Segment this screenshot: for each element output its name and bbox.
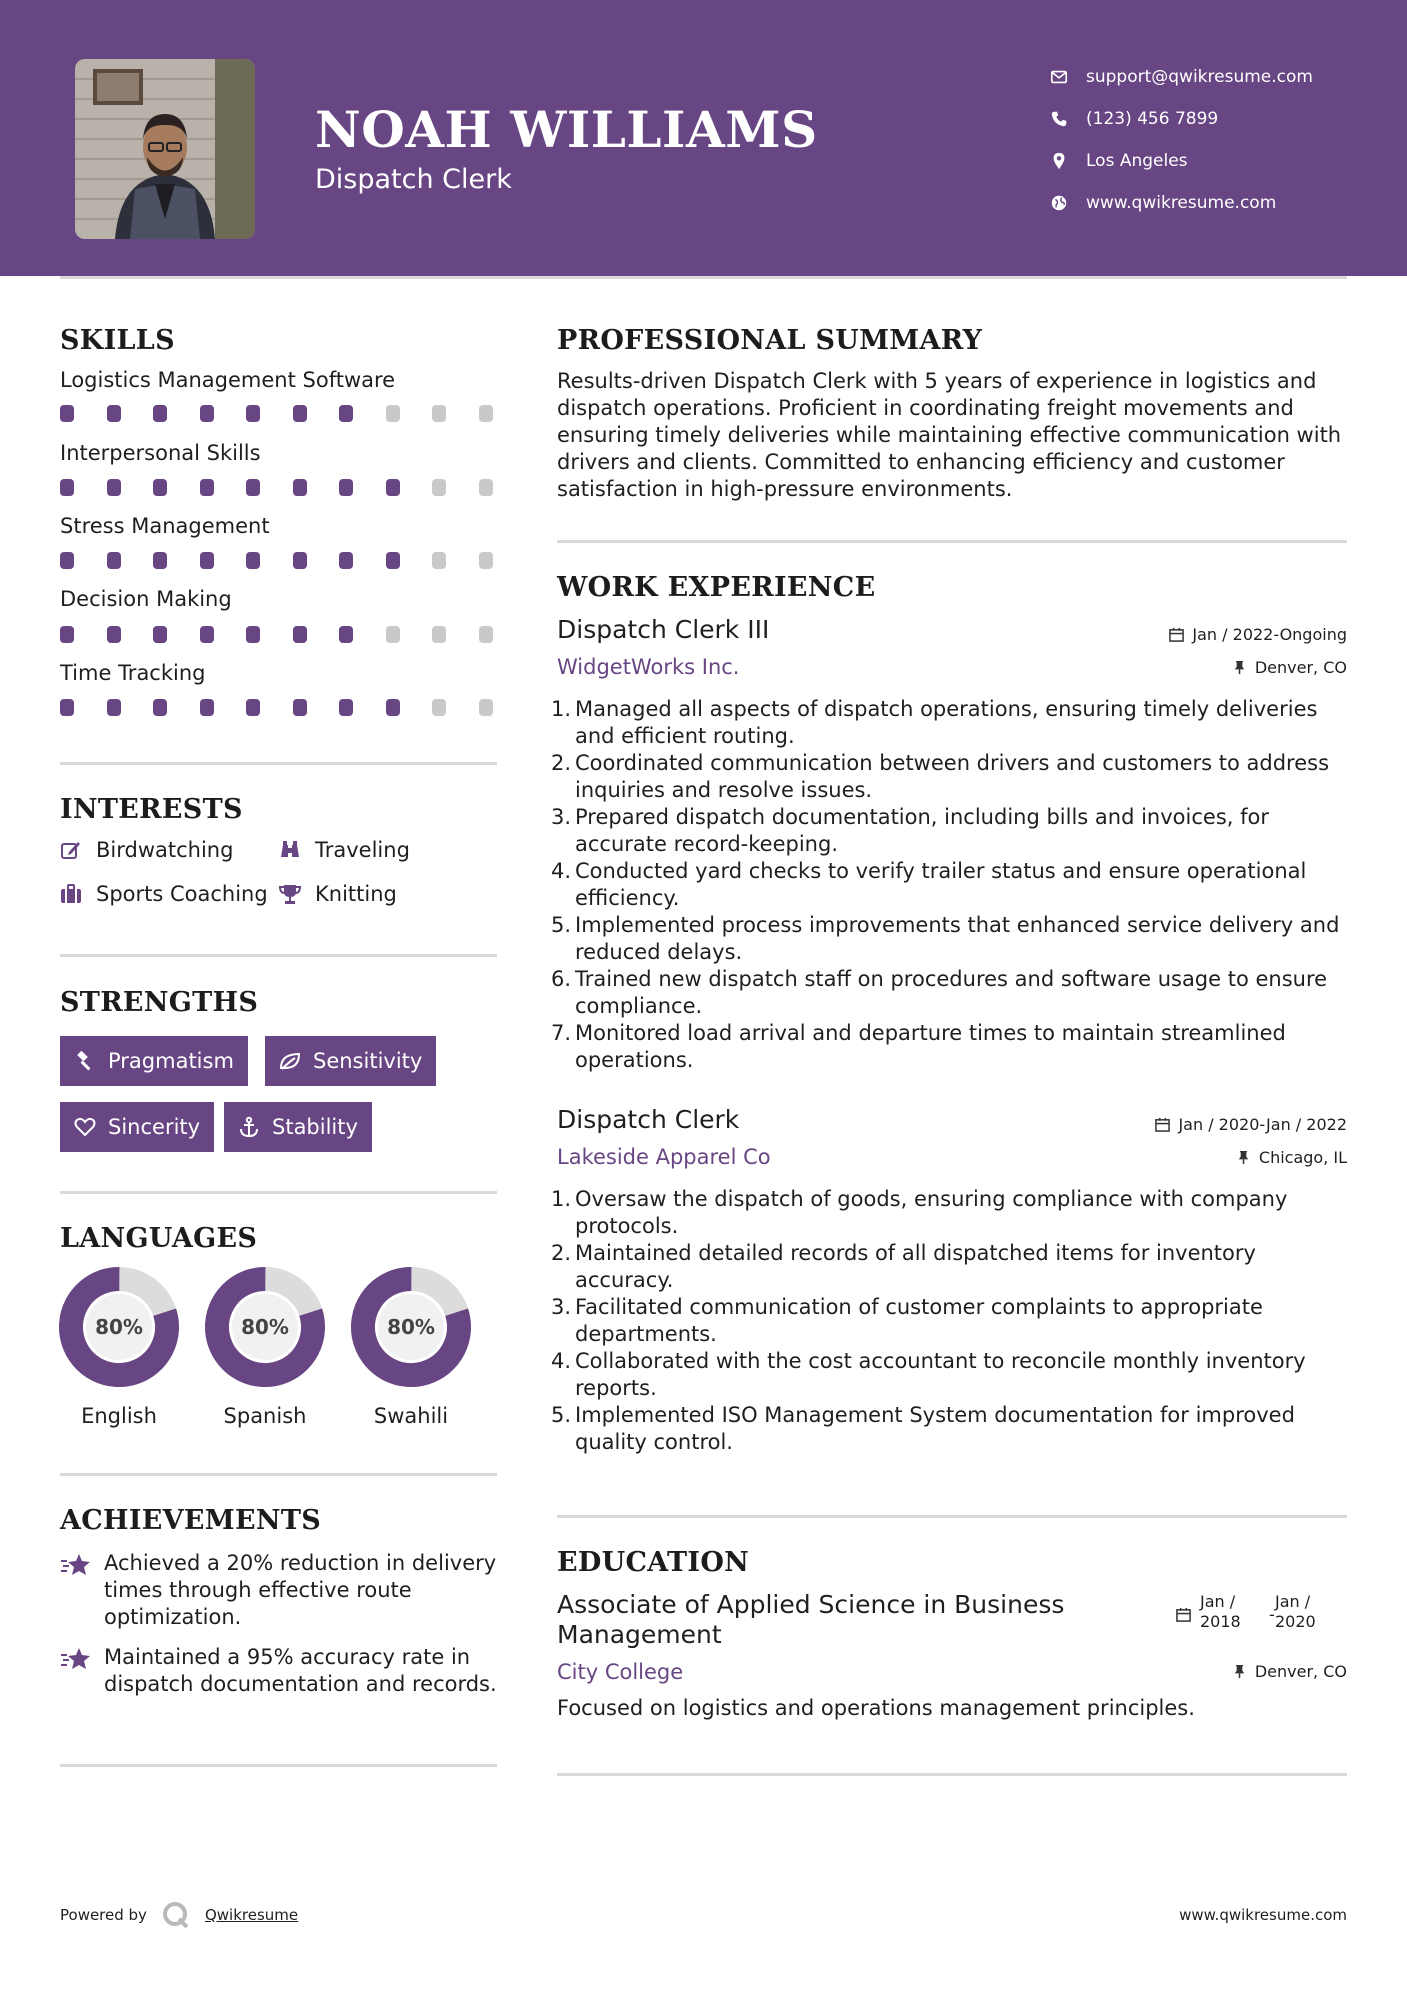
language-ring — [350, 1266, 472, 1388]
skill-rating — [60, 405, 525, 422]
anchor-icon — [238, 1116, 260, 1138]
gavel-icon — [74, 1050, 96, 1072]
skill-dot — [386, 699, 400, 716]
skill-dot — [153, 552, 167, 569]
education-end-month: Jan / — [1275, 1592, 1311, 1611]
interest-item — [279, 882, 397, 906]
binoculars-icon — [279, 839, 301, 861]
skill-dot — [479, 626, 493, 643]
section-divider — [557, 540, 1347, 543]
skill-dot — [293, 552, 307, 569]
skill-dot — [60, 405, 74, 422]
language-item — [350, 1266, 472, 1428]
skill-dot — [200, 626, 214, 643]
envelope-icon — [1050, 68, 1068, 86]
languages-heading: LANGUAGES — [60, 1223, 258, 1254]
skill-dot — [339, 552, 353, 569]
section-divider — [60, 1764, 497, 1767]
job-location — [1236, 1148, 1347, 1167]
skill-name: Stress Management — [60, 514, 270, 538]
list-item: Collaborated with the cost accountant to reconcile monthly inventory reports. — [575, 1349, 1306, 1400]
job-date-text: Jan / 2022-Ongoing — [1192, 625, 1347, 644]
language-percent: 80% — [387, 1315, 435, 1339]
qwikresume-logo-icon — [161, 1900, 191, 1930]
list-item: Managed all aspects of dispatch operations, ensuring timely deliveries and efficient routing. — [575, 697, 1318, 748]
skill-dot — [107, 405, 121, 422]
list-item: Conducted yard checks to verify trailer status and ensure operational efficiency. — [575, 859, 1307, 910]
skill-dot — [107, 552, 121, 569]
skill-dot — [246, 552, 260, 569]
skill-rating — [60, 699, 525, 716]
list-item: Maintained detailed records of all dispatched items for inventory accuracy. — [575, 1241, 1256, 1292]
degree-title: Associate of Applied Science in Business Management — [557, 1590, 1065, 1649]
language-item — [204, 1266, 326, 1428]
phone-icon — [1050, 110, 1068, 128]
education-location-text: Denver, CO — [1254, 1662, 1347, 1681]
footer-branding — [60, 1900, 298, 1930]
skill-dot — [153, 405, 167, 422]
education-end-year: 2020 — [1275, 1612, 1316, 1631]
contact-location — [1050, 140, 1313, 182]
interest-label: Birdwatching — [96, 838, 234, 862]
skill-dot — [432, 479, 446, 496]
language-ring — [58, 1266, 180, 1388]
interests-heading: INTERESTS — [60, 794, 243, 825]
language-percent: 80% — [95, 1315, 143, 1339]
skill-dot — [339, 626, 353, 643]
contact-phone[interactable] — [1050, 98, 1313, 140]
job-date — [1169, 625, 1347, 644]
contact-website-text: www.qwikresume.com — [1086, 193, 1277, 213]
skill-dot — [432, 552, 446, 569]
skill-name: Decision Making — [60, 587, 232, 611]
skill-dot — [153, 479, 167, 496]
achievement-item — [60, 1644, 500, 1698]
language-percent: 80% — [241, 1315, 289, 1339]
candidate-title: Dispatch Clerk — [315, 164, 512, 195]
footer-website[interactable]: www.qwikresume.com — [1179, 1906, 1347, 1924]
skill-rating — [60, 552, 525, 569]
interest-label: Knitting — [315, 882, 397, 906]
language-name: Swahili — [373, 1404, 449, 1428]
skill-dot — [293, 405, 307, 422]
interest-item — [60, 882, 268, 906]
contact-list — [1050, 56, 1313, 224]
skill-dot — [60, 479, 74, 496]
skill-dot — [60, 699, 74, 716]
list-item: Facilitated communication of customer complaints to appropriate departments. — [575, 1295, 1263, 1346]
achievements-heading: ACHIEVEMENTS — [60, 1505, 322, 1536]
job-location — [1232, 658, 1347, 677]
language-ring — [204, 1266, 326, 1388]
education-description: Focused on logistics and operations management principles. — [557, 1696, 1195, 1720]
skill-dot — [153, 626, 167, 643]
pushpin-icon — [1236, 1150, 1251, 1165]
section-divider — [60, 762, 497, 765]
skill-dot — [479, 479, 493, 496]
map-pin-icon — [1050, 152, 1068, 170]
interest-item — [60, 838, 233, 862]
header-divider — [60, 276, 1347, 279]
skill-dot — [339, 479, 353, 496]
company-name: Lakeside Apparel Co — [557, 1145, 771, 1169]
achievement-text: Maintained a 95% accuracy rate in dispatch documentation and records. — [104, 1645, 497, 1696]
skill-dot — [107, 699, 121, 716]
skill-dot — [60, 626, 74, 643]
skill-dot — [386, 552, 400, 569]
achievement-item — [60, 1550, 500, 1631]
skill-dot — [107, 626, 121, 643]
education-start-month: Jan / — [1200, 1592, 1236, 1611]
contact-location-text: Los Angeles — [1086, 151, 1188, 171]
skill-dot — [200, 552, 214, 569]
list-item: Coordinated communication between drivers and customers to address inquiries and resolve issues. — [575, 751, 1330, 802]
profile-photo — [75, 59, 255, 239]
skill-dot — [246, 699, 260, 716]
calendar-icon — [1155, 1117, 1170, 1132]
skill-rating — [60, 479, 525, 496]
calendar-icon — [1176, 1607, 1191, 1622]
list-item: Monitored load arrival and departure times to maintain streamlined operations. — [575, 1021, 1286, 1072]
strength-label: Sensitivity — [313, 1049, 423, 1073]
skill-dot — [246, 479, 260, 496]
experience-heading: WORK EXPERIENCE — [557, 572, 876, 603]
globe-icon — [1050, 194, 1068, 212]
skill-dot — [479, 552, 493, 569]
job-date — [1155, 1115, 1347, 1134]
job-title: Dispatch Clerk — [557, 1105, 740, 1134]
education-location — [1232, 1662, 1347, 1681]
skill-dot — [200, 405, 214, 422]
skill-dot — [107, 479, 121, 496]
star-badge-icon — [60, 1552, 92, 1578]
skill-name: Time Tracking — [60, 661, 206, 685]
summary-heading: PROFESSIONAL SUMMARY — [557, 325, 983, 356]
strength-label: Stability — [272, 1115, 358, 1139]
skill-dot — [293, 479, 307, 496]
achievement-text: Achieved a 20% reduction in delivery times through effective route optimization. — [104, 1551, 497, 1629]
summary-text: Results-driven Dispatch Clerk with 5 years of experience in logistics and dispatch operations. Proficient in coordinating freight movements and ensuring timely deliveries while maintaining effective communication with drivers and clients. Committed to enhancing efficiency and customer satisfaction in high-pressure environments. — [557, 369, 1342, 501]
skill-dot — [339, 405, 353, 422]
skill-dot — [432, 405, 446, 422]
language-item — [58, 1266, 180, 1428]
section-divider — [557, 1773, 1347, 1776]
contact-email[interactable] — [1050, 56, 1313, 98]
list-item: Oversaw the dispatch of goods, ensuring compliance with company protocols. — [575, 1187, 1288, 1238]
section-divider — [60, 1473, 497, 1476]
skill-dot — [60, 552, 74, 569]
strength-label: Sincerity — [108, 1115, 201, 1139]
contact-phone-text: (123) 456 7899 — [1086, 109, 1219, 129]
list-item: Implemented process improvements that enhanced service delivery and reduced delays. — [575, 913, 1340, 964]
strength-tag — [265, 1036, 436, 1086]
skill-dot — [200, 479, 214, 496]
interest-label: Traveling — [315, 838, 410, 862]
interest-item — [279, 838, 410, 862]
skill-rating — [60, 626, 525, 643]
interest-label: Sports Coaching — [96, 882, 268, 906]
skill-name: Logistics Management Software — [60, 368, 396, 392]
skill-dot — [153, 699, 167, 716]
skill-dot — [293, 699, 307, 716]
skill-dot — [479, 699, 493, 716]
strength-tag — [60, 1102, 214, 1152]
section-divider — [60, 1191, 497, 1194]
list-item: Implemented ISO Management System documentation for improved quality control. — [575, 1403, 1295, 1454]
skill-dot — [432, 626, 446, 643]
job-title: Dispatch Clerk III — [557, 615, 770, 644]
job-responsibilities — [557, 1186, 1347, 1456]
job-location-text: Chicago, IL — [1258, 1148, 1347, 1167]
education-end-date — [1275, 1592, 1316, 1632]
job-location-text: Denver, CO — [1254, 658, 1347, 677]
skill-dot — [479, 405, 493, 422]
job-responsibilities — [557, 696, 1347, 1074]
company-name: WidgetWorks Inc. — [557, 655, 740, 679]
strength-tag — [224, 1102, 372, 1152]
skill-dot — [386, 626, 400, 643]
list-item: Prepared dispatch documentation, including bills and invoices, for accurate record-keeping. — [575, 805, 1269, 856]
skill-dot — [339, 699, 353, 716]
leaf-icon — [279, 1050, 301, 1072]
skill-dot — [246, 405, 260, 422]
skills-heading: SKILLS — [60, 325, 175, 356]
pushpin-icon — [1232, 1664, 1247, 1679]
skill-name: Interpersonal Skills — [60, 441, 261, 465]
contact-website[interactable] — [1050, 182, 1313, 224]
strength-tag — [60, 1036, 248, 1086]
list-item: Trained new dispatch staff on procedures and software usage to ensure compliance. — [575, 967, 1328, 1018]
language-name: English — [81, 1404, 157, 1428]
powered-by-text: Powered by — [60, 1906, 147, 1924]
edit-icon — [60, 839, 82, 861]
heart-icon — [74, 1116, 96, 1138]
star-badge-icon — [60, 1646, 92, 1672]
candidate-name: NOAH WILLIAMS — [315, 100, 818, 159]
resume-header — [0, 0, 1407, 276]
skill-dot — [432, 699, 446, 716]
contact-email-text: support@qwikresume.com — [1086, 67, 1313, 87]
briefcase-icon — [60, 883, 82, 905]
trophy-icon — [279, 883, 301, 905]
skill-dot — [293, 626, 307, 643]
school-name: City College — [557, 1660, 684, 1684]
section-divider — [557, 1515, 1347, 1518]
calendar-icon — [1169, 627, 1184, 642]
qwikresume-link[interactable]: Qwikresume — [204, 1906, 299, 1924]
language-name: Spanish — [223, 1404, 307, 1428]
education-heading: EDUCATION — [557, 1547, 750, 1578]
education-start-date — [1200, 1592, 1241, 1632]
section-divider — [60, 954, 497, 957]
education-date-separator: - — [1269, 1605, 1275, 1624]
strength-label: Pragmatism — [108, 1049, 234, 1073]
job-date-text: Jan / 2020-Jan / 2022 — [1178, 1115, 1347, 1134]
skill-dot — [246, 626, 260, 643]
strengths-heading: STRENGTHS — [60, 987, 259, 1018]
skill-dot — [386, 405, 400, 422]
skill-dot — [200, 699, 214, 716]
pushpin-icon — [1232, 660, 1247, 675]
skill-dot — [386, 479, 400, 496]
education-start-year: 2018 — [1200, 1612, 1241, 1631]
